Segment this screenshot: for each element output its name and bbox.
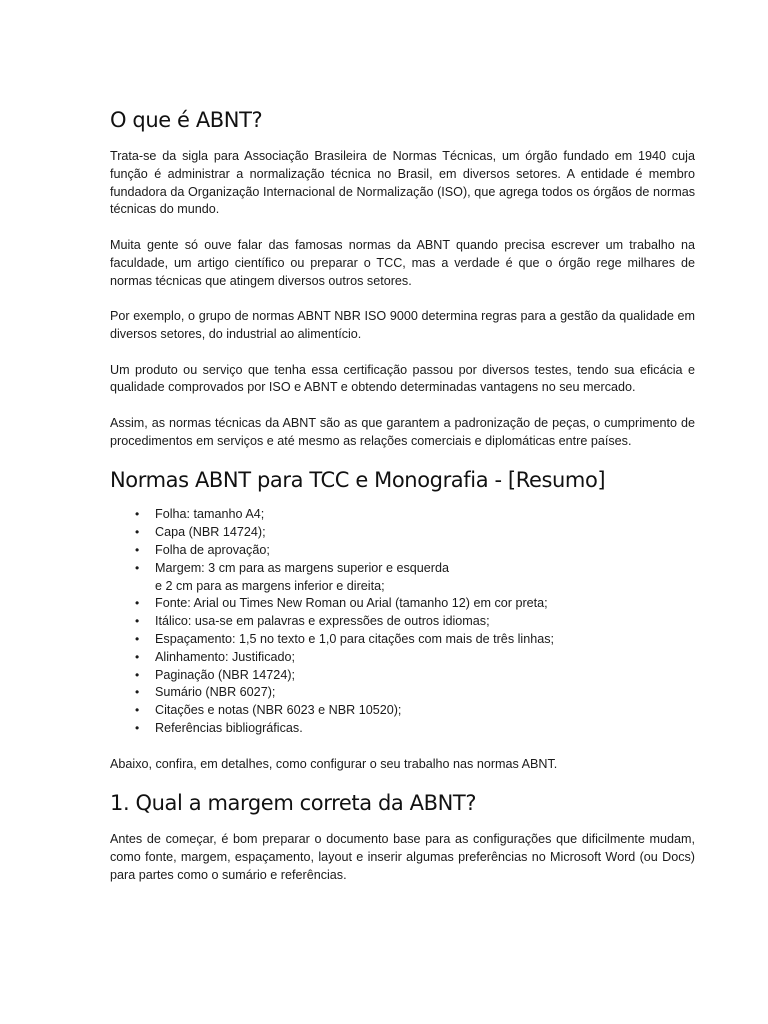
- list-item-text: Paginação (NBR 14724);: [155, 667, 296, 682]
- list-item: [135, 542, 695, 560]
- list-item-text: Espaçamento: 1,5 no texto e 1,0 para citações com mais de três linhas;: [155, 631, 555, 646]
- abnt-summary-list: [110, 506, 695, 737]
- list-item: [135, 720, 695, 738]
- paragraph-certification: Um produto ou serviço que tenha essa certificação passou por diversos testes, tendo sua eficácia e qualidade comprovados por ISO e ABNT e obtendo determinadas vantagens no seu mercado.: [110, 362, 695, 395]
- list-item-text: Margem: 3 cm para as margens superior e esquerda: [155, 560, 449, 575]
- bullet-icon: •: [135, 560, 140, 575]
- list-item-text: Fonte: Arial ou Times New Roman ou Arial (tamanho 12) em cor preta;: [155, 596, 548, 611]
- paragraph-standardization: Assim, as normas técnicas da ABNT são as que garantem a padronização de peças, o cumprimento de procedimentos em serviços e até mesmo as relações comerciais e diplomáticas entre países.: [110, 415, 695, 448]
- bullet-icon: •: [135, 596, 140, 611]
- bullet-icon: •: [135, 614, 140, 629]
- list-item-text: Folha: tamanho A4;: [155, 507, 265, 522]
- bullet-icon: •: [135, 507, 140, 522]
- bullet-icon: •: [135, 542, 140, 557]
- paragraph-abnt-usage: Muita gente só ouve falar das famosas normas da ABNT quando precisa escrever um trabalho na faculdade, um artigo científico ou preparar o TCC, mas a verdade é que o órgão rege milhares de normas técnicas que atingem diversos outros setores.: [110, 237, 695, 288]
- list-item-text: Referências bibliográficas.: [155, 720, 303, 735]
- list-item: [135, 649, 695, 667]
- list-item-text: Alinhamento: Justificado;: [155, 649, 296, 664]
- heading-margem-correta: 1. Qual a margem correta da ABNT?: [110, 791, 477, 816]
- list-item: [135, 595, 695, 613]
- list-item: [135, 631, 695, 649]
- bullet-icon: •: [135, 703, 140, 718]
- list-item-text: Sumário (NBR 6027);: [155, 685, 276, 700]
- list-item-text: Folha de aprovação;: [155, 542, 270, 557]
- list-item: [135, 702, 695, 720]
- paragraph-margem-intro: Antes de começar, é bom preparar o documento base para as configurações que dificilmente mudam, como fonte, margem, espaçamento, layout e inserir algumas preferências no Microsoft Word (ou Docs) para partes como o sumário e referências.: [110, 832, 695, 882]
- list-item: [135, 560, 695, 596]
- list-item-text: Capa (NBR 14724);: [155, 525, 266, 540]
- list-item-text-continuation: e 2 cm para as margens inferior e direita;: [155, 578, 385, 593]
- paragraph-iso-9000-example: Por exemplo, o grupo de normas ABNT NBR ISO 9000 determina regras para a gestão da qualidade em diversos setores, do industrial ao alimentício.: [110, 309, 695, 341]
- list-item-text: Itálico: usa-se em palavras e expressões de outros idiomas;: [155, 614, 490, 629]
- bullet-icon: •: [135, 631, 140, 646]
- paragraph-closing-note: Abaixo, confira, em detalhes, como configurar o seu trabalho nas normas ABNT.: [110, 756, 558, 771]
- list-item: [135, 684, 695, 702]
- list-item: [135, 613, 695, 631]
- bullet-icon: •: [135, 685, 140, 700]
- paragraph-abnt-definition: Trata-se da sigla para Associação Brasileira de Normas Técnicas, um órgão fundado em 1940 cuja função é administrar a normalização técnica no Brasil, em diversos setores. A entidade é membro fundadora da Organização Internacional de Normalização (ISO), que agrega todos os órgãos de normas técnicas do mundo.: [110, 149, 695, 217]
- list-item: [135, 667, 695, 685]
- bullet-icon: •: [135, 525, 140, 540]
- document-page: [110, 108, 695, 902]
- bullet-icon: •: [135, 720, 140, 735]
- list-item: [135, 524, 695, 542]
- bullet-icon: •: [135, 649, 140, 664]
- list-item-text: Citações e notas (NBR 6023 e NBR 10520);: [155, 703, 402, 718]
- heading-normas-abnt-tcc: Normas ABNT para TCC e Monografia - [Resumo]: [110, 468, 606, 493]
- heading-o-que-e-abnt: O que é ABNT?: [110, 108, 263, 132]
- list-item: [135, 506, 695, 524]
- bullet-icon: •: [135, 667, 140, 682]
